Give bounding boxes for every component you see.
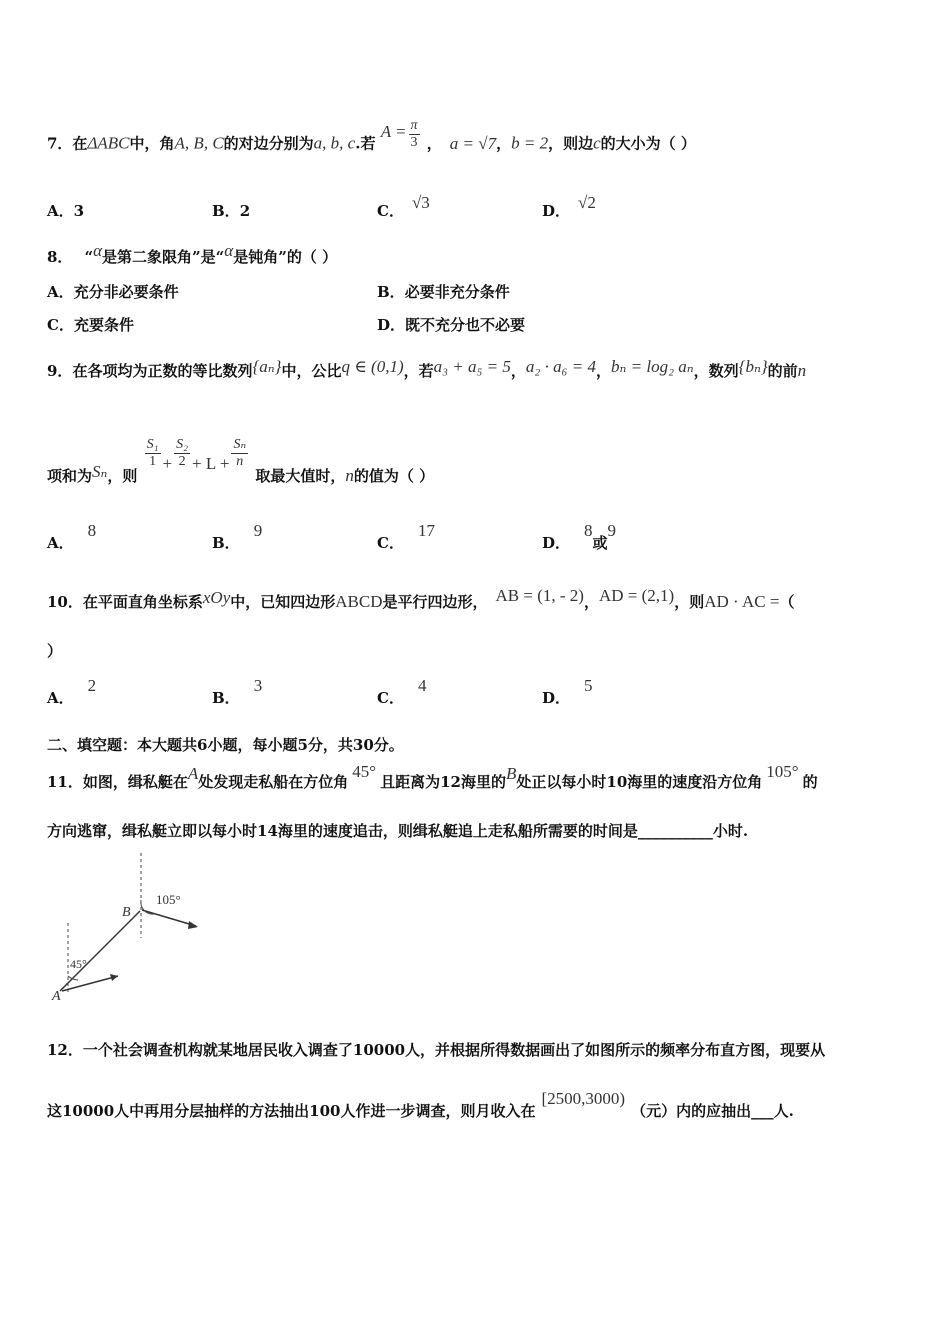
q8-number: 8． [47,248,73,266]
q7-a-eq: a = √7 [449,133,497,153]
q9-dots: + L + [192,454,230,473]
q7-angles: A, B, C [174,133,224,153]
escape-arrowhead [188,921,198,929]
q10-option-b[interactable]: B．3 [212,676,263,707]
q9-Sn: Sₙ [92,462,108,481]
q9-frac1: $\frac{\text{S₁}}{1}$ [146,436,159,469]
q11-number: 11． [47,773,83,791]
q7-A-eq: A = [380,121,407,141]
q8-option-a[interactable]: A．充分非必要条件 [47,283,179,301]
q9-stem-line2: 项和为Sₙ，则 $\frac{\text{S₁}}{1}$ + $\frac{\text{S₂}}{2}$ + L + $\frac{\text{Sₙ}}{n}$ 取最大值时，n的值为（ ） [47,436,435,485]
q9-eq2: a₂ · a₆ = 4 [525,357,596,376]
q10-dot-product: AD · AC = [704,592,780,611]
q7-text5: 的大小为（ ） [600,134,696,153]
q7-text4: ，则边 [548,134,594,153]
q9-stem-line1: 9．在各项均为正数的等比数列{aₙ}中，公比q ∈ (0,1)，若a₃ + a₅ = 5，a₂ · a₆ = 4，bₙ = log₂ aₙ，数列{bₙ}的前n [47,357,807,380]
q9-q-range: q ∈ (0,1) [341,357,404,376]
q9-eq1: a₃ + a₅ = 5 [433,357,511,376]
q10-xOy: xOy [202,588,231,607]
q7-text1: 中，角 [129,134,175,153]
q12-interval: [2500,3000) [541,1089,626,1108]
q7-number: 7．在 [47,134,88,153]
q8-option-b[interactable]: B．必要非充分条件 [377,283,510,301]
q7-pi-over-3: $\frac{\pi}{3}$ [410,118,418,150]
q9-option-b[interactable]: B．9 [212,521,263,552]
q9-number: 9． [47,362,73,380]
q11-deg45: 45° [352,762,377,781]
q12-answer-blank[interactable]: ___ [751,1102,774,1120]
q11-deg105: 105° [766,762,799,781]
q12-stem-line1: 12．一个社会调查机构就某地居民收入调查了10000人，并根据所得数据画出了如图所示的频率分布直方图，现要从 [47,1041,826,1059]
q9-bn-seq: {bₙ} [738,357,768,376]
q7-option-a[interactable]: A．3 [47,202,85,220]
q8-alpha1: α [93,241,103,260]
bearing-diagram-svg [48,848,218,1008]
q11-B: B [505,764,517,783]
q10-ad: AD = (2,1) [598,586,675,605]
fig-label-b: B [122,905,131,920]
q10-ab: AB = (1, - 2) [495,586,584,605]
q7-option-b[interactable]: B．2 [212,202,251,220]
q7-triangle: ΔABC [87,133,130,153]
q7-option-c[interactable]: C． √3 [377,193,430,220]
fig-label-105: 105° [156,892,181,907]
q9-eq3: bₙ = log₂ aₙ [610,357,694,376]
q7-stem: 7．在ΔABC中，角A, B, C的对边分别为a, b, c.若 A = $\frac{\pi}{3}$ ， a = √7，b = 2，则边c的大小为（ ） [47,118,696,153]
q11-stem-line2: 方向逃窜，缉私艇立即以每小时14海里的速度追击，则缉私艇追上走私船所需要的时间是__________小时. [47,822,749,840]
q10-option-d[interactable]: D．5 [542,676,593,707]
q12-number: 12． [47,1041,83,1059]
q10-close-paren: ） [47,642,63,660]
fig-label-a: A [52,989,61,1004]
q9-fracn: $\frac{\text{Sₙ}}{n}$ [233,437,247,469]
pursuit-arrowhead [110,974,118,981]
q11-answer-blank[interactable]: __________ [637,822,713,840]
q9-option-a[interactable]: A．8 [47,521,97,552]
q8-option-d[interactable]: D．既不充分也不必要 [377,316,526,334]
q8-option-c[interactable]: C．充要条件 [47,316,134,334]
escape-direction [142,910,196,926]
q10-number: 10． [47,593,83,611]
q11-bearing-diagram [48,848,218,1008]
fig-label-45: 45° [70,957,87,971]
q10-abcd: ABCD [335,592,383,611]
q10-stem: 10．在平面直角坐标系xOy中，已知四边形ABCD是平行四边形， AB = (1, - 2)，AD = (2,1)，则AD · AC =（ [47,586,795,611]
q11-A: A [187,764,199,783]
q7-text2: 的对边分别为 [223,134,314,153]
q7-text3: .若 [355,134,376,153]
q8-alpha2: α [224,241,234,260]
q9-option-c[interactable]: C．17 [377,521,435,552]
q9-n2: n [345,466,354,485]
q12-stem-line2: 这10000人中再用分层抽样的方法抽出100人作进一步调查，则月收入在[2500,3000)（元）内的应抽出___人. [47,1089,794,1120]
q7-c: c [593,133,601,153]
q9-an-seq: {aₙ} [252,357,282,376]
q9-option-d[interactable]: D．8或9 [542,521,617,552]
q10-option-c[interactable]: C．4 [377,676,427,707]
q7-sides: a, b, c [313,133,356,153]
q10-option-a[interactable]: A．2 [47,676,97,707]
q11-stem-line1: 11．如图，缉私艇在A处发现走私船在方位角45°且距离为12海里的B处正以每小时10海里的速度沿方位角105°的 [47,762,818,791]
section-heading: 二、填空题：本大题共6小题，每小题5分，共30分。 [47,736,404,754]
q8-stem: 8． “α是第二象限角”是“α是钝角”的（ ） [47,241,338,266]
q7-b-eq: b = 2 [511,133,549,153]
q9-n: n [797,361,807,380]
q7-option-d[interactable]: D． √2 [542,193,596,220]
q9-frac2: $\frac{\text{S₂}}{2}$ [176,436,188,469]
